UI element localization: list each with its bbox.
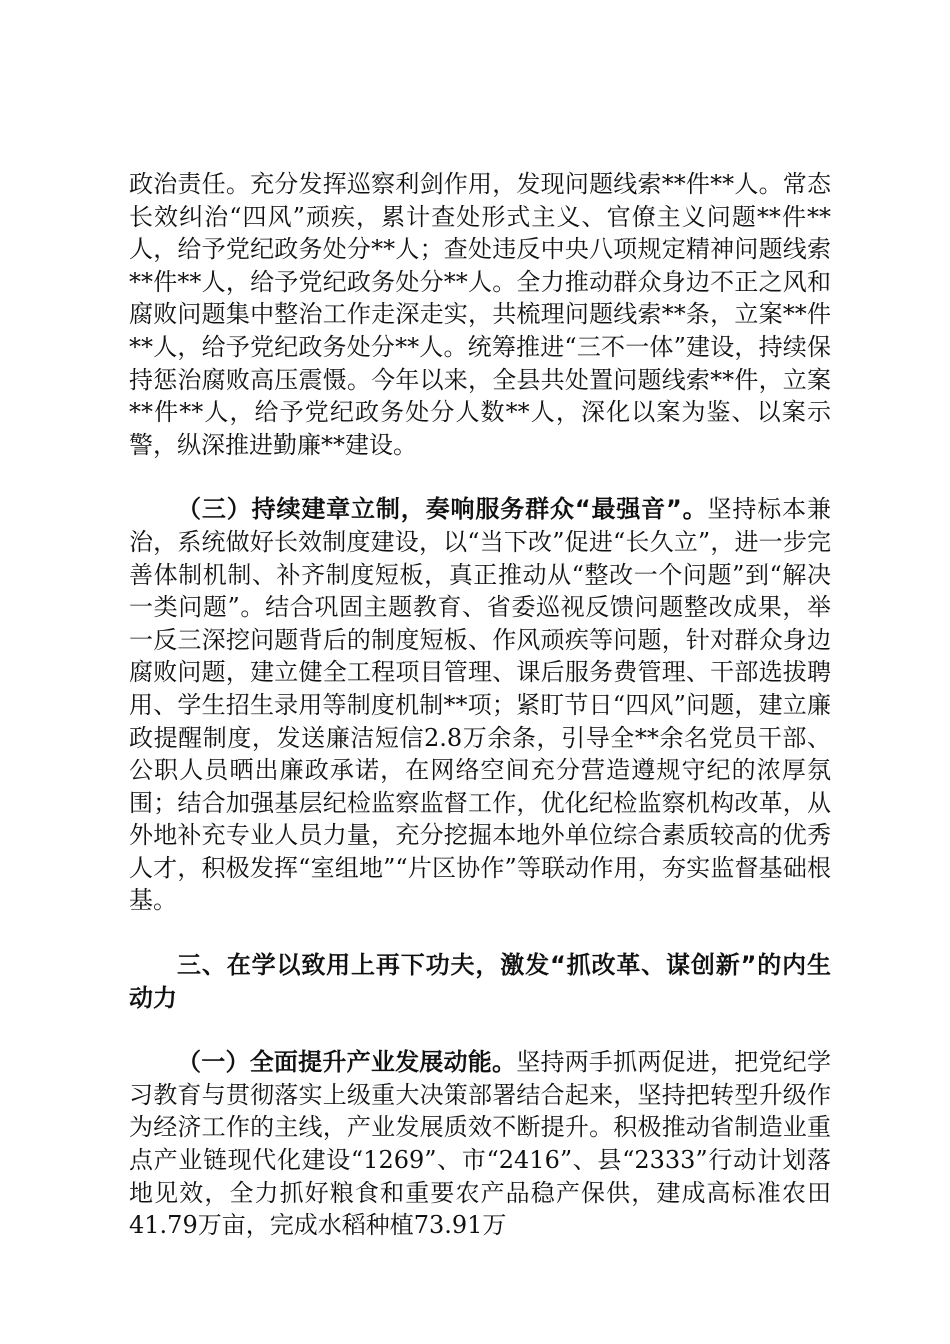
document-body	[129, 168, 831, 1242]
paragraph-body-text: 坚持两手抓两促进，把党纪学习教育与贯彻落实上级重大决策部署结合起来，坚持把转型升级作为经济工作的主线，产业发展质效不断提升。积极推动省制造业重点产业链现代化建设“1269”、市“2416”、县“2333”行动计划落地见效，全力抓好粮食和重要农产品稳产保供，建成高标准农田41.79万亩，完成水稻种植73.91万	[129, 1048, 832, 1240]
paragraph-subsection-1	[129, 1046, 831, 1242]
paragraph-body-text: 坚持标本兼治，系统做好长效制度建设，以“当下改”促进“长久立”，进一步完善体制机制、补齐制度短板，真正推动从“整改一个问题”到“解决一类问题”。结合巩固主题教育、省委巡视反馈问题整改成果，举一反三深挖问题背后的制度短板、作风顽疾等问题，针对群众身边腐败问题，建立健全工程项目管理、课后服务费管理、干部选拔聘用、学生招生录用等制度机制**项；紧盯节日“四风”问题，建立廉政提醒制度，发送廉洁短信2.8万余条，引导全**余名党员干部、公职人员晒出廉政承诺，在网络空间充分营造遵规守纪的浓厚氛围；结合加强基层纪检监察监督工作，优化纪检监察机构改革，从外地补充专业人员力量，充分挖掘本地外单位综合素质较高的优秀人才，积极发挥“室组地”“片区协作”等联动作用，夯实监督基础根基。	[129, 495, 832, 915]
paragraph-lead-heading: （三）持续建章立制，奏响服务群众“最强音”。	[177, 495, 708, 524]
paragraph-section-3	[129, 493, 831, 917]
section-heading: 三、在学以致用上再下功夫，激发“抓改革、谋创新”的内生动力	[129, 951, 831, 1012]
paragraph-lead-heading: （一）全面提升产业发展动能。	[177, 1048, 517, 1077]
paragraph-continuation: 政治责任。充分发挥巡察利剑作用，发现问题线索**件**人。常态长效纠治“四风”顽疾，累计查处形式主义、官僚主义问题**件**人，给予党纪政务处分**人；查处违反中央八项规定精神问题线索**件**人，给予党纪政务处分**人。全力推动群众身边不正之风和腐败问题集中整治工作走深走实，共梳理问题线索**条，立案**件**人，给予党纪政务处分**人。统筹推进“三不一体”建设，持续保持惩治腐败高压震慑。今年以来，全县共处置问题线索**件，立案**件**人，给予党纪政务处分人数**人，深化以案为鉴、以案示警，纵深推进勤廉**建设。	[129, 170, 831, 459]
